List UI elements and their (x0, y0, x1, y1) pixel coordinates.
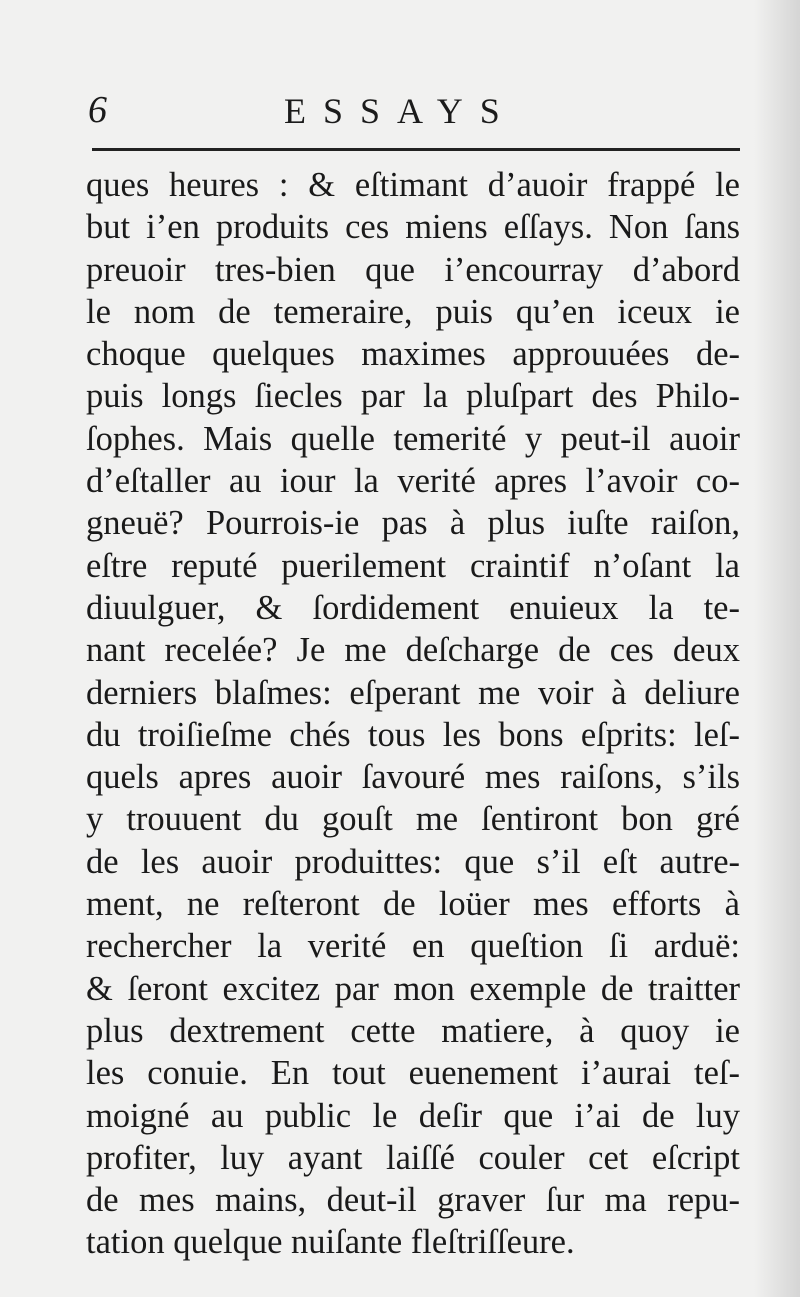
text-line: nant recelée? Je me deſcharge de ces deux (86, 631, 740, 670)
page-header (0, 88, 800, 138)
page-number: 6 (88, 89, 107, 131)
text-line: ques heures : & eſtimant d’auoir frappé le (86, 166, 740, 204)
text-line: de les auoir produittes: que s’il eſt autre- (86, 842, 740, 881)
text-line: preuoir tres-bien que i’encourray d’abord (86, 250, 740, 289)
text-line: plus dextrement cette matiere, à quoy ie (86, 1011, 740, 1050)
text-line: les conuie. En tout euenement i’aurai teſ- (86, 1054, 740, 1093)
text-line: but i’en produits ces miens eſſays. Non ſans (86, 208, 740, 247)
text-line: rechercher la verité en queſtion ſi arduë: (86, 927, 740, 966)
text-line: puis longs ſiecles par la pluſpart des Philo- (86, 377, 740, 416)
header-rule (92, 148, 740, 151)
text-line: le nom de temeraire, puis qu’en iceux ie (86, 292, 740, 331)
text-line: gneuë? Pourrois-ie pas à plus iuſte raiſon, (86, 504, 740, 543)
page-edge-shadow (754, 0, 800, 1297)
text-line: de mes mains, deut-il graver ſur ma repu- (86, 1181, 740, 1220)
text-line: derniers blaſmes: eſperant me voir à deliure (86, 673, 740, 712)
text-line: y trouuent du gouſt me ſentiront bon gré (86, 800, 740, 839)
text-line: diuulguer, & ſordidement enuieux la te- (86, 588, 740, 627)
text-line: quels apres auoir ſavouré mes raiſons, s’ils (86, 758, 740, 797)
text-line: ment, ne reſteront de loüer mes efforts à (86, 885, 740, 924)
running-head: ESSAYS (284, 91, 517, 131)
text-line: d’eſtaller au iour la verité apres l’avoir co- (86, 462, 740, 501)
body-text (86, 164, 740, 1264)
text-line: moigné au public le deſir que i’ai de luy (86, 1096, 740, 1135)
text-line: profiter, luy ayant laiſſé couler cet eſcript (86, 1138, 740, 1177)
text-line: ſophes. Mais quelle temerité y peut-il auoir (86, 419, 740, 458)
text-line: & ſeront excitez par mon exemple de traitter (86, 969, 740, 1008)
text-line: tation quelque nuiſante fleſtriſſeure. (86, 1223, 575, 1262)
text-line: du troiſieſme chés tous les bons eſprits: leſ- (86, 715, 740, 754)
text-line: eſtre reputé puerilement craintif n’oſant la (86, 546, 740, 585)
text-line: choque quelques maximes approuuées de- (86, 335, 740, 374)
